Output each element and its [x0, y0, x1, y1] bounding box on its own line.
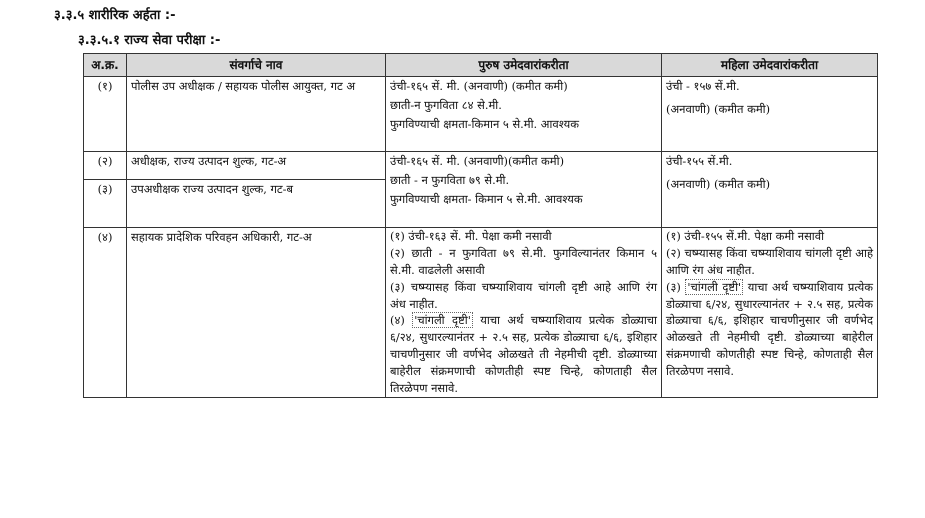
row2-sr: (२) — [84, 152, 127, 180]
row3-cadre-name: उपअधीक्षक राज्य उत्पादन शुल्क, गट-ब — [127, 180, 386, 228]
table-row — [84, 152, 878, 180]
row1-male-expansion: फुगविण्याची क्षमता-किमान ५ से.मी. आवश्यक — [390, 116, 579, 131]
row2-cadre-name: अधीक्षक, राज्य उत्पादन शुल्क, गट-अ — [127, 152, 386, 180]
row4-male-criteria — [386, 228, 662, 398]
row1-male-criteria — [386, 77, 662, 152]
physical-criteria-table — [83, 53, 878, 398]
row23-female-note: (अनवाणी) (कमीत कमी) — [666, 176, 771, 191]
table-row — [84, 228, 878, 398]
row23-male-expansion: फुगविण्याची क्षमता- किमान ५ से.मी. आवश्यक — [390, 191, 583, 206]
row4-female-point-3-text: याचा अर्थ चष्म्याशिवाय प्रत्येक डोळ्याचा ६/२४, सुधारल्यानंतर + २.५ सह, प्रत्येक डोळ्याचा ६/६, इशिहार चाचणीनुसार जी वर्णभेद ओळखते ती नेहमीची दृष्टी. डोळ्याच्या बाहेरील संक्रमणाची कोणतीही स्पष्ट चिन्हे, कोणताही सैल तिरळेपण नसावे. — [666, 279, 873, 378]
row4-male-point-3: (३) चष्म्यासह किंवा चष्म्याशिवाय चांगली दृष्टी आहे आणि रंग अंध नाहीत. — [390, 279, 657, 311]
row1-female-note: (अनवाणी) (कमीत कमी) — [666, 101, 771, 116]
row4-male-point-4-prefix: (४) — [390, 313, 413, 328]
table-row — [84, 77, 878, 152]
table-header-row — [84, 54, 878, 77]
row4-sr: (४) — [84, 228, 127, 398]
row1-male-chest: छाती-न फुगविता ८४ से.मी. — [390, 97, 502, 112]
row23-male-chest: छाती - न फुगविता ७९ से.मी. — [390, 172, 510, 187]
row23-female-height: उंची-१५५ सें.मी. — [666, 154, 733, 168]
row4-cadre-name: सहायक प्रादेशिक परिवहन अधिकारी, गट-अ — [127, 228, 386, 398]
row1-male-height: उंची-१६५ सें. मी. (अनवाणी) (कमीत कमी) — [390, 79, 568, 93]
header-female-candidates: महिला उमेदवारांकरीता — [662, 54, 878, 77]
subsection-heading: ३.३.५.१ राज्य सेवा परीक्षा :- — [78, 33, 221, 48]
header-sr-no: अ.क्र. — [84, 54, 127, 77]
row4-male-point-2: (२) छाती - न फुगविता ७९ से.मी. फुगविल्यानंतर किमान ५ से.मी. वाढलेली असावी — [390, 245, 657, 277]
row4-female-point-3-prefix: (३) — [666, 279, 686, 294]
header-cadre-name: संवर्गाचे नाव — [127, 54, 386, 77]
row23-male-height: उंची-१६५ सें. मी. (अनवाणी)(कमीत कमी) — [390, 154, 565, 168]
row4-male-point-4-text: याचा अर्थ चष्म्याशिवाय प्रत्येक डोळ्याचा ६/२४, सुधारल्यानंतर + २.५ सह, प्रत्येक डोळ्याचा ६/६, इशिहार चाचणीनुसार जी वर्णभेद ओळखते ती नेहमीची दृष्टी. डोळ्याच्या बाहेरील संक्रमणाची कोणतीही स्पष्ट चिन्हे, कोणताही सैल तिरळेपण नसावे. — [390, 313, 657, 395]
row1-cadre-name: पोलीस उप अधीक्षक / सहायक पोलीस आयुक्त, गट अ — [127, 77, 386, 152]
row4-female-point-1: (१) उंची-१५५ सें.मी. पेक्षा कमी नसावी — [666, 229, 825, 243]
row4-male-point-4 — [390, 312, 657, 396]
row3-sr: (३) — [84, 180, 127, 228]
row4-female-good-vision-term: 'चांगली दृष्टी' — [687, 279, 742, 294]
row1-female-height: उंची - १५७ सें.मी. — [666, 79, 740, 93]
row4-male-point-1: (१) उंची-१६३ सें. मी. पेक्षा कमी नसावी — [390, 229, 552, 243]
row4-male-good-vision-term: 'चांगली दृष्टी' — [414, 313, 471, 328]
row4-female-point-3 — [666, 279, 873, 380]
row23-male-criteria — [386, 152, 662, 228]
row1-sr: (१) — [84, 77, 127, 152]
header-male-candidates: पुरुष उमेदवारांकरीता — [386, 54, 662, 77]
section-heading: ३.३.५ शारीरिक अर्हता :- — [54, 8, 176, 23]
row1-female-criteria — [662, 77, 878, 152]
row4-female-criteria — [662, 228, 878, 398]
row23-female-criteria — [662, 152, 878, 228]
row4-female-point-2: (२) चष्म्यासह किंवा चष्म्याशिवाय चांगली दृष्टी आहे आणि रंग अंध नाहीत. — [666, 245, 873, 277]
